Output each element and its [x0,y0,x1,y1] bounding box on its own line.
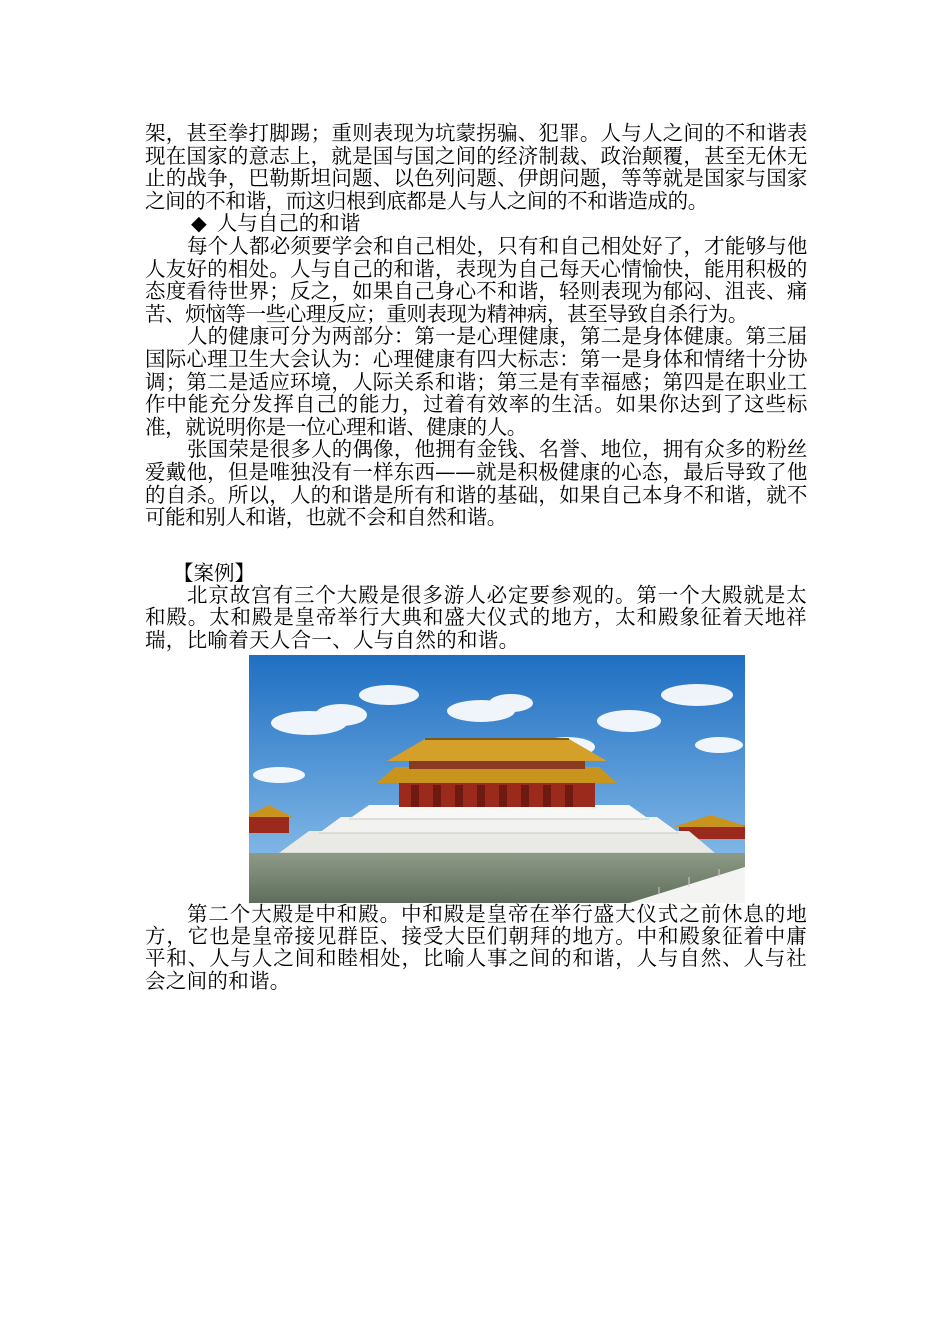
paragraph-self-harmony: 每个人都必须要学会和自己相处，只有和自己相处好了，才能够与他人友好的相处。人与自己的和谐，表现为自己每天心情愉快，能用积极的态度看待世界；反之，如果自己身心不和谐，轻则表现为郁闷、沮丧、痛苦、烦恼等一些心理反应；重则表现为精神病，甚至导致自杀行为。 [145,233,807,326]
blank-line [145,529,807,562]
paragraph-interpersonal-conflict: 架，甚至拳打脚踢；重则表现为坑蒙拐骗、犯罪。人与人之间的不和谐表现在国家的意志上，就是国与国之间的经济制裁、政治颠覆，甚至无休无止的战争，巴勒斯坦问题、以色列问题、伊朗问题，等等就是国家与国家之间的不和谐，而这归根到底都是人与人之间的不和谐造成的。 [145,121,807,213]
section-heading-text: 人与自己的和谐 [216,211,361,236]
paragraph-example-person: 张国荣是很多人的偶像，他拥有金钱、名誉、地位，拥有众多的粉丝爱戴他，但是唯独没有一样东西——就是积极健康的心态，最后导致了他的自杀。所以，人的和谐是所有和谐的基础，如果自己本身不和谐，就不可能和别人和谐，也就不会和自然和谐。 [145,437,807,530]
paragraph-case-taihe: 北京故宫有三个大殿是很多游人必定要参观的。第一个大殿就是太和殿。太和殿是皇帝举行大典和盛大仪式的地方，太和殿象征着天地祥瑞，比喻着天人合一、人与自然的和谐。 [145,583,807,652]
paragraph-health: 人的健康可分为两部分：第一是心理健康，第二是身体健康。第三届国际心理卫生大会认为：心理健康有四大标志：第一是身体和情绪十分协调；第二是适应环境，人际关系和谐；第三是有幸福感；第四是在职业工作中能充分发挥自己的能力，过着有效率的生活。如果你达到了这些标准，就说明你是一位心理和谐、健康的人。 [145,324,807,439]
paragraph-case-zhonghe: 第二个大殿是中和殿。中和殿是皇帝在举行盛大仪式之前休息的地方，它也是皇帝接见群臣、接受大臣们朝拜的地方。中和殿象征着中庸平和、人与人之间和睦相处，比喻人事之间的和谐，人与自然、人与社会之间的和谐。 [145,901,807,993]
section-heading [145,212,807,235]
diamond-bullet-icon: ◆ [191,211,207,236]
case-heading: 【案例】 [173,560,255,585]
forbidden-city-photo [249,655,745,903]
document-page [145,122,807,992]
